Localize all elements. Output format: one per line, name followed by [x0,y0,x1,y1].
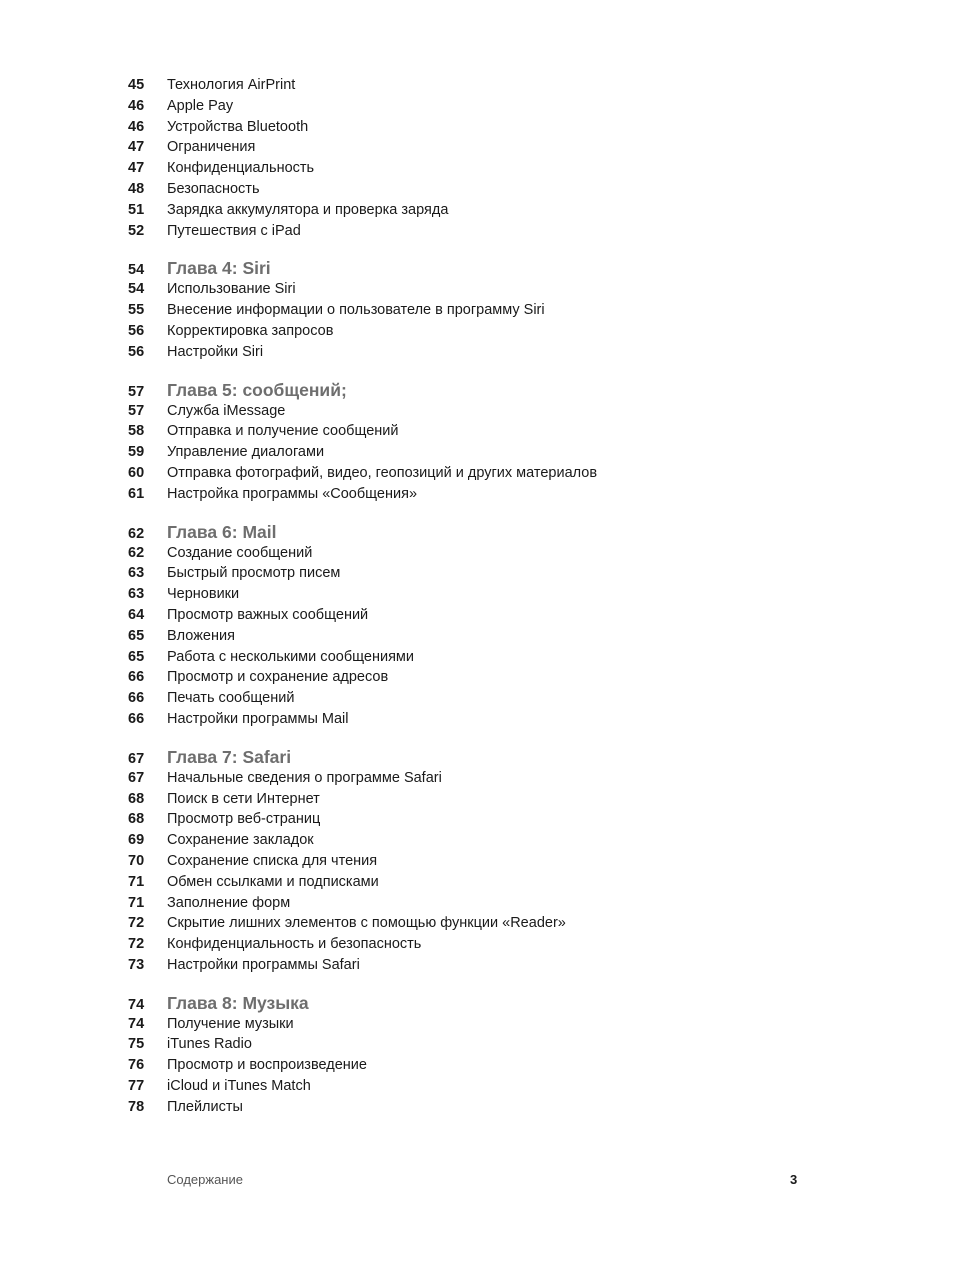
toc-entry[interactable] [128,955,848,976]
toc-entry-title: Просмотр и сохранение адресов [167,669,389,686]
toc-page-number: 52 [128,222,145,239]
toc-page-number: 72 [128,936,145,953]
toc-entry-title: iTunes Radio [167,1036,252,1053]
toc-entry-title: iCloud и iTunes Match [167,1078,311,1095]
toc-entry-title: Создание сообщений [167,544,313,561]
toc-entry[interactable] [128,484,848,505]
toc-page-number: 56 [128,343,145,360]
toc-entry-title: Конфиденциальность [167,160,315,177]
toc-entry[interactable] [128,543,848,564]
toc-entry[interactable] [128,789,848,810]
toc-entry[interactable] [128,1034,848,1055]
toc-entry-title: Черновики [167,586,240,603]
toc-entry-title: Быстрый просмотр писем [167,565,341,582]
toc-entry[interactable] [128,1076,848,1097]
toc-entry[interactable] [128,421,848,442]
toc-entry-title: Отправка фотографий, видео, геопозиций и других материалов [167,464,598,481]
toc-entry-title: Просмотр веб-страниц [167,811,321,828]
toc-entry[interactable] [128,321,848,342]
toc-page-number: 60 [128,464,145,481]
toc-page-number: 71 [128,873,145,890]
toc-page-number: 46 [128,118,145,135]
toc-chapter-title: Глава 6: Mail [167,521,277,542]
toc-chapter-title: Глава 7: Safari [167,746,292,767]
toc-entry-title: Просмотр и воспроизведение [167,1057,367,1074]
toc-entry-title: Управление диалогами [167,444,325,461]
toc-entry-title: Просмотр важных сообщений [167,606,369,623]
toc-entry[interactable] [128,96,848,117]
toc-page-number: 66 [128,710,145,727]
toc-entry[interactable] [128,200,848,221]
footer-page-number: 3 [790,1172,798,1187]
toc-page-number: 77 [128,1078,145,1095]
toc-page-number: 62 [128,525,145,542]
toc-entry-title: Служба iMessage [167,402,286,419]
toc-entry[interactable] [128,667,848,688]
toc-entry-title: Поиск в сети Интернет [167,790,320,807]
toc-entry[interactable] [128,851,848,872]
toc-entry-title: Внесение информации о пользователе в программу Siri [167,302,545,319]
toc-entry-title: Вложения [167,627,235,644]
toc-entry[interactable] [128,401,848,422]
toc-entry-title: Путешествия с iPad [167,222,301,239]
toc-page-number: 67 [128,769,145,786]
toc-entry[interactable] [128,279,848,300]
toc-page-number: 65 [128,648,145,665]
toc-page-number: 58 [128,423,145,440]
toc-entry[interactable] [128,584,848,605]
toc-entry[interactable] [128,830,848,851]
toc-entry-title: Сохранение закладок [167,832,314,849]
toc-entry-title: Настройки Siri [167,343,264,360]
toc-entry[interactable] [128,75,848,96]
toc-entry[interactable] [128,300,848,321]
toc-page-number: 74 [128,1015,145,1032]
toc-entry[interactable] [128,137,848,158]
toc-entry-title: Скрытие лишних элементов с помощью функции «Reader» [167,915,566,932]
toc-entry-title: Заполнение форм [167,894,291,911]
toc-entry-title: Начальные сведения о программе Safari [167,769,442,786]
toc-chapter-heading[interactable] [128,746,848,768]
toc-entry[interactable] [128,563,848,584]
toc-page-number: 71 [128,894,145,911]
toc-entry[interactable] [128,605,848,626]
toc-entry-title: Работа с несколькими сообщениями [167,648,414,665]
toc-page-number: 63 [128,586,145,603]
toc-entry-title: Настройки программы Mail [167,710,349,727]
toc-chapter-heading[interactable] [128,379,848,401]
toc-page-number: 76 [128,1057,145,1074]
toc-entry-title: Обмен ссылками и подписками [167,873,379,890]
toc-entry[interactable] [128,342,848,363]
toc-entry[interactable] [128,913,848,934]
toc-entry-title: Конфиденциальность и безопасность [167,936,422,953]
toc-chapter-title: Глава 4: Siri [167,258,271,279]
toc-entry[interactable] [128,179,848,200]
toc-page-number: 74 [128,996,145,1013]
toc-entry-title: Получение музыки [167,1015,294,1032]
toc-entry-title: Настройки программы Safari [167,956,360,973]
toc-page-number: 54 [128,262,145,279]
toc-entry-title: Настройка программы «Сообщения» [167,485,418,502]
toc-entry[interactable] [128,709,848,730]
toc-page-number: 47 [128,160,145,177]
toc-entry-title: Плейлисты [167,1098,243,1115]
toc-chapter-title: Глава 5: сообщений; [167,379,347,400]
toc-chapter-heading[interactable] [128,521,848,543]
toc-page-number: 65 [128,627,145,644]
toc-page-number: 67 [128,750,145,767]
toc-entry[interactable] [128,442,848,463]
toc-entry[interactable] [128,1055,848,1076]
toc-page-number: 55 [128,302,145,319]
toc-page-number: 66 [128,669,145,686]
toc-entry[interactable] [128,1014,848,1035]
toc-entry[interactable] [128,463,848,484]
toc-page-number: 57 [128,383,145,400]
toc-entry[interactable] [128,688,848,709]
table-of-contents [128,75,848,1118]
toc-chapter-title: Глава 8: Музыка [167,992,309,1013]
toc-entry-title: Устройства Bluetooth [167,118,309,135]
toc-page-number: 66 [128,690,145,707]
toc-entry-title: Ограничения [167,139,256,156]
toc-page-number: 61 [128,485,145,502]
toc-entry[interactable] [128,117,848,138]
toc-page-number: 68 [128,790,145,807]
toc-entry-title: Корректировка запросов [167,322,334,339]
toc-entry-title: Сохранение списка для чтения [167,852,378,869]
toc-page-number: 59 [128,444,145,461]
toc-page-number: 57 [128,402,145,419]
toc-entry[interactable] [128,934,848,955]
toc-entry-title: Зарядка аккумулятора и проверка заряда [167,201,449,218]
toc-entry[interactable] [128,893,848,914]
toc-page-number: 73 [128,956,145,973]
toc-page-number: 54 [128,281,145,298]
toc-entry[interactable] [128,221,848,242]
toc-page-number: 69 [128,832,145,849]
toc-entry[interactable] [128,768,848,789]
toc-entry-title: Apple Pay [167,97,234,114]
toc-page-number: 56 [128,322,145,339]
toc-page-number: 72 [128,915,145,932]
toc-page-number: 48 [128,180,145,197]
toc-page-number: 45 [128,77,145,93]
toc-page-number: 62 [128,544,145,561]
toc-page-number: 70 [128,852,145,869]
toc-page-number: 64 [128,606,145,623]
toc-entry-title: Безопасность [167,180,260,197]
toc-entry[interactable] [128,1097,848,1118]
toc-entry-title: Печать сообщений [167,690,295,707]
toc-page-number: 51 [128,201,145,218]
toc-chapter-heading[interactable] [128,257,848,279]
toc-page-number: 75 [128,1036,145,1053]
toc-page-number: 68 [128,811,145,828]
toc-entry-title: Использование Siri [167,281,296,298]
toc-page-number: 47 [128,139,145,156]
toc-page-number: 63 [128,565,145,582]
toc-entry[interactable] [128,647,848,668]
toc-entry-title: Технология AirPrint [167,77,296,93]
toc-chapter-heading[interactable] [128,992,848,1014]
toc-entry[interactable] [128,158,848,179]
toc-page-number: 78 [128,1098,145,1115]
toc-entry[interactable] [128,872,848,893]
toc-entry[interactable] [128,809,848,830]
toc-page-number: 46 [128,97,145,114]
toc-entry[interactable] [128,626,848,647]
footer-section-label: Содержание [167,1172,243,1187]
toc-entry-title: Отправка и получение сообщений [167,423,399,440]
